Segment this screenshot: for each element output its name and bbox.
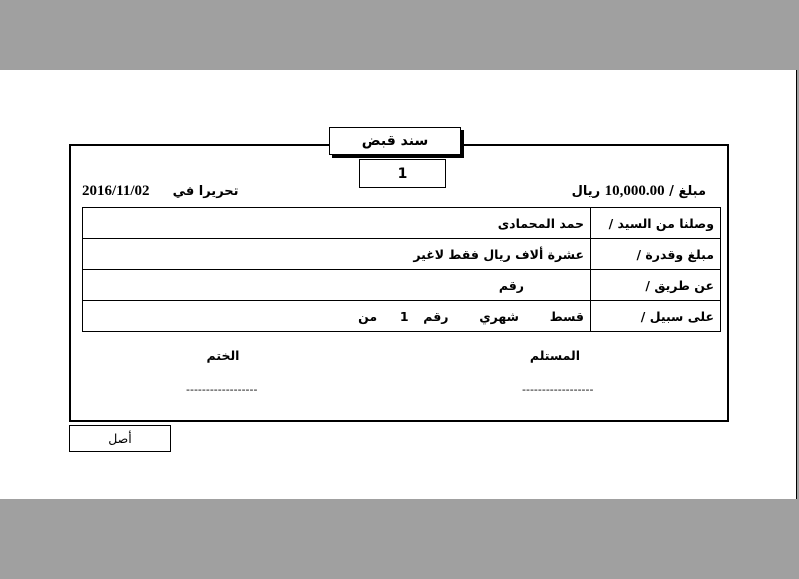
amount-label: مبلغ / [669, 184, 706, 199]
amount-value: 10,000.00 [604, 183, 665, 199]
receipt-details-table [82, 207, 721, 332]
receiver-signature-line: ------------------ [522, 383, 594, 396]
for-num-label: رقم [423, 308, 449, 324]
for-installment: قسط [549, 308, 584, 324]
receiver-label: المستلم [529, 348, 580, 363]
via-label: عن طريق / [591, 270, 721, 301]
date-line [82, 183, 239, 200]
stamp-label: الختم [206, 348, 240, 363]
for-cell [83, 301, 591, 332]
for-label: على سبيل / [591, 301, 721, 332]
via-value: رقم [498, 277, 524, 293]
currency-label: ريال [571, 184, 601, 199]
receipt-title: سند قبض [329, 127, 461, 155]
date-label: تحريرا في [172, 184, 239, 199]
for-of: من [358, 308, 378, 324]
amount-words-value: عشرة ألاف ريال فقط لاغير [83, 239, 591, 270]
received-from-value: حمد المحمادى [83, 208, 591, 239]
for-num-value: 1 [399, 308, 409, 324]
via-cell [83, 270, 591, 301]
amount-words-label: مبلغ وقدرة / [591, 239, 721, 270]
receipt-number: 1 [359, 159, 446, 188]
table-row [83, 270, 721, 301]
date-value: 2016/11/02 [82, 183, 150, 199]
table-row [83, 239, 721, 270]
table-row [83, 208, 721, 239]
amount-line [558, 183, 706, 200]
copy-type-box: أصل [69, 425, 171, 452]
for-period: شهري [479, 308, 519, 324]
report-page [0, 70, 797, 499]
stamp-signature-line: ------------------ [186, 383, 258, 396]
table-row [83, 301, 721, 332]
received-from-label: وصلنا من السيد / [591, 208, 721, 239]
